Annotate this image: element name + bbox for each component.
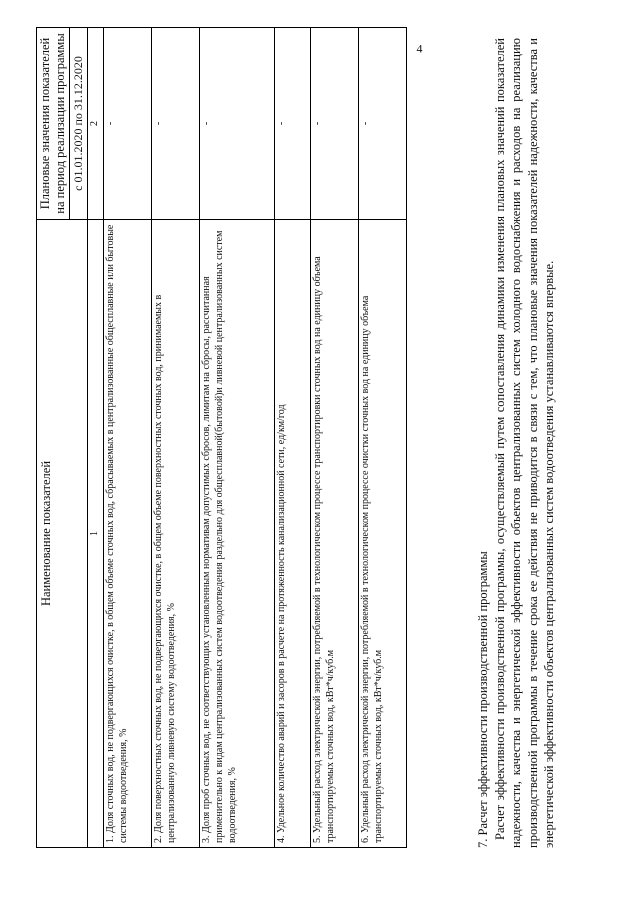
section-title: 7. Расчет эффективности производственной программы [476, 551, 490, 848]
indicator-value: - [200, 28, 275, 220]
indicator-value: - [104, 28, 152, 220]
table-row [359, 28, 407, 848]
indicators-table [36, 27, 407, 848]
table-row [275, 28, 311, 848]
table-row [200, 28, 275, 848]
efficiency-section [475, 38, 558, 848]
header-plan-values: Плановые значения показателей на период реализации программы [37, 28, 70, 220]
indicator-name: 4. Удельное количество аварий и засоров в расчете на протяженность канализационной сети, ед/км/год [275, 220, 311, 848]
indicator-name: 3. Доля проб сточных вод, не соответствующих установленным нормативам допустимых сбросов, лимитам на сбросы, рассчитанная применительно к видам централизованных систем водоотведения раздельно для общесплавной(бытовой)и ливневой централизованных систем водоотведения, % [200, 220, 275, 848]
column-number-2: 2 [88, 28, 104, 220]
indicator-name: 1. Доля сточных вод, не подвергающихся очистке, в общем объеме сточных вод, сбрасываемых в централизованные общесплавные или бытовые системы водоотведения, % [104, 220, 152, 848]
indicator-value: - [275, 28, 311, 220]
indicator-name: 2. Доля поверхностных сточных вод, не подвергающихся очистке, в общем объеме поверхностных сточных вод, принимаемых в централизованную ливневую систему водоотведения, % [152, 220, 200, 848]
indicator-value: - [152, 28, 200, 220]
rotated-page [20, 20, 620, 880]
page-number: 4 [416, 41, 423, 56]
table-header-row [37, 28, 70, 848]
table-row [311, 28, 359, 848]
indicator-name: 5. Удельный расход электрической энергии, потребляемой в технологическом процессе транспортировки сточных вод на единицу объема транспортируемых сточных вод, кВт*ч/куб.м [311, 220, 359, 848]
header-indicator-name: Наименование показателей [37, 220, 88, 848]
section-paragraph: Расчет эффективности производственной программы, осуществляемый путем сопоставления динамики изменения плановых значений показателей надежности, качества и энергетической эффективности объектов централизованных систем холодного водоснабжения и расходов на реализацию производственной программы в течение срока ее действия не приводится в связи с тем, что плановые значения показателей надежности, качества и энергетической эффективности объектов централизованных систем водоотведения устанавливаются впервые. [492, 38, 556, 848]
table-row [104, 28, 152, 848]
indicator-value: - [311, 28, 359, 220]
header-period: с 01.01.2020 по 31.12.2020 [70, 28, 88, 220]
column-number-1: 1 [88, 220, 104, 848]
indicator-value: - [359, 28, 407, 220]
indicator-name: 6. Удельный расход электрической энергии, потребляемой в технологическом процессе очистки сточных вод на единицу объема транспортируемых сточных вод, кВт*ч/куб.м [359, 220, 407, 848]
table-row [152, 28, 200, 848]
table-column-number-row [88, 28, 104, 848]
